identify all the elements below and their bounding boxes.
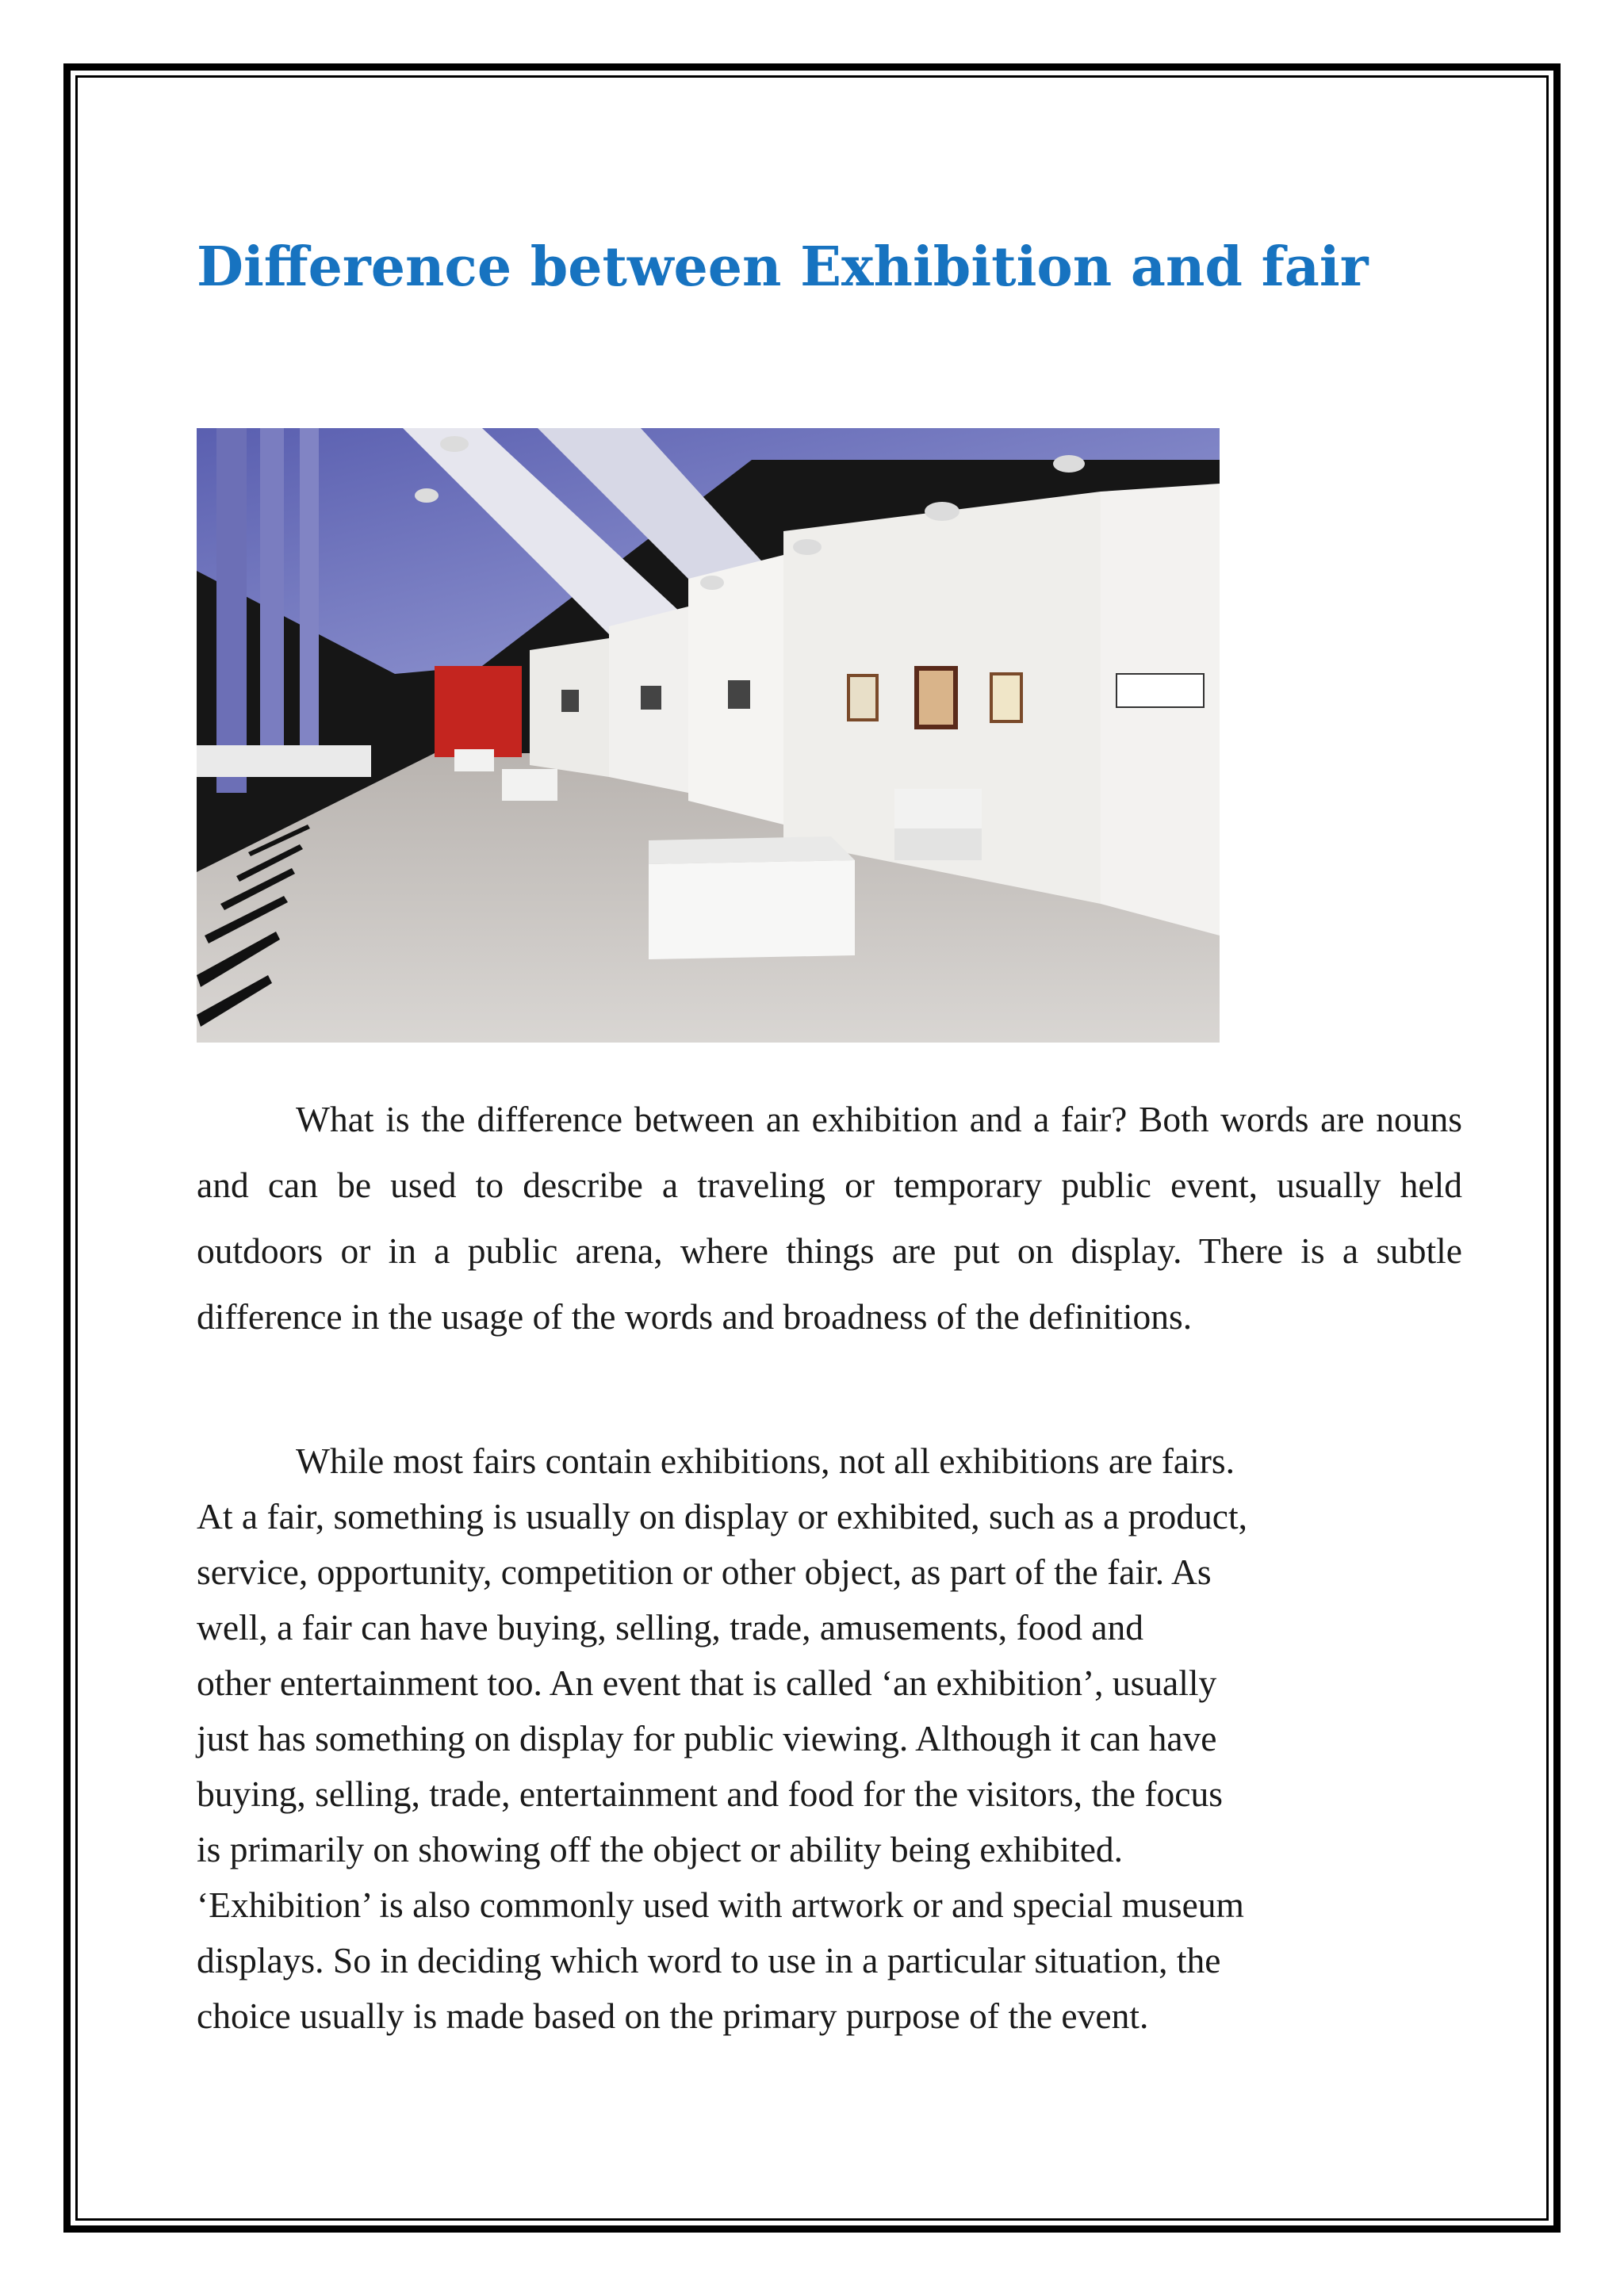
document-title: Difference between Exhibition and fair (197, 235, 1369, 299)
paragraph-line: service, opportunity, competition or other object, as part of the fair. As (197, 1552, 1212, 1592)
paragraph-line: choice usually is made based on the primary purpose of the event. (197, 1996, 1149, 2036)
paragraph-line: ‘Exhibition’ is also commonly used with artwork or and special museum (197, 1885, 1244, 1925)
paragraph-line: well, a fair can have buying, selling, trade, amusements, food and (197, 1607, 1143, 1647)
paragraph-line: is primarily on showing off the object or ability being exhibited. (197, 1829, 1124, 1869)
paragraph-line: At a fair, something is usually on display or exhibited, such as a product, (197, 1496, 1248, 1536)
paragraph-line: While most fairs contain exhibitions, not all exhibitions are fairs. (296, 1441, 1235, 1481)
exhibition-hall-illustration (197, 428, 1220, 1043)
exhibition-hall-photo (197, 428, 1220, 1043)
paragraph-line: just has something on display for public viewing. Although it can have (197, 1718, 1217, 1758)
paragraph-line: buying, selling, trade, entertainment and food for the visitors, the focus (197, 1774, 1223, 1814)
paragraph-body (197, 1433, 1473, 2044)
paragraph-line: displays. So in deciding which word to use in a particular situation, the (197, 1940, 1221, 1980)
paragraph-line: other entertainment too. An event that is called ‘an exhibition’, usually (197, 1663, 1217, 1703)
paragraph-intro: What is the difference between an exhibition and a fair? Both words are nouns and can be used to describe a traveling or temporary public event, usually held outdoors or in a public arena, where things are put on display. There is a subtle difference in the usage of the words and broadness of the definitions. (197, 1099, 1462, 1337)
